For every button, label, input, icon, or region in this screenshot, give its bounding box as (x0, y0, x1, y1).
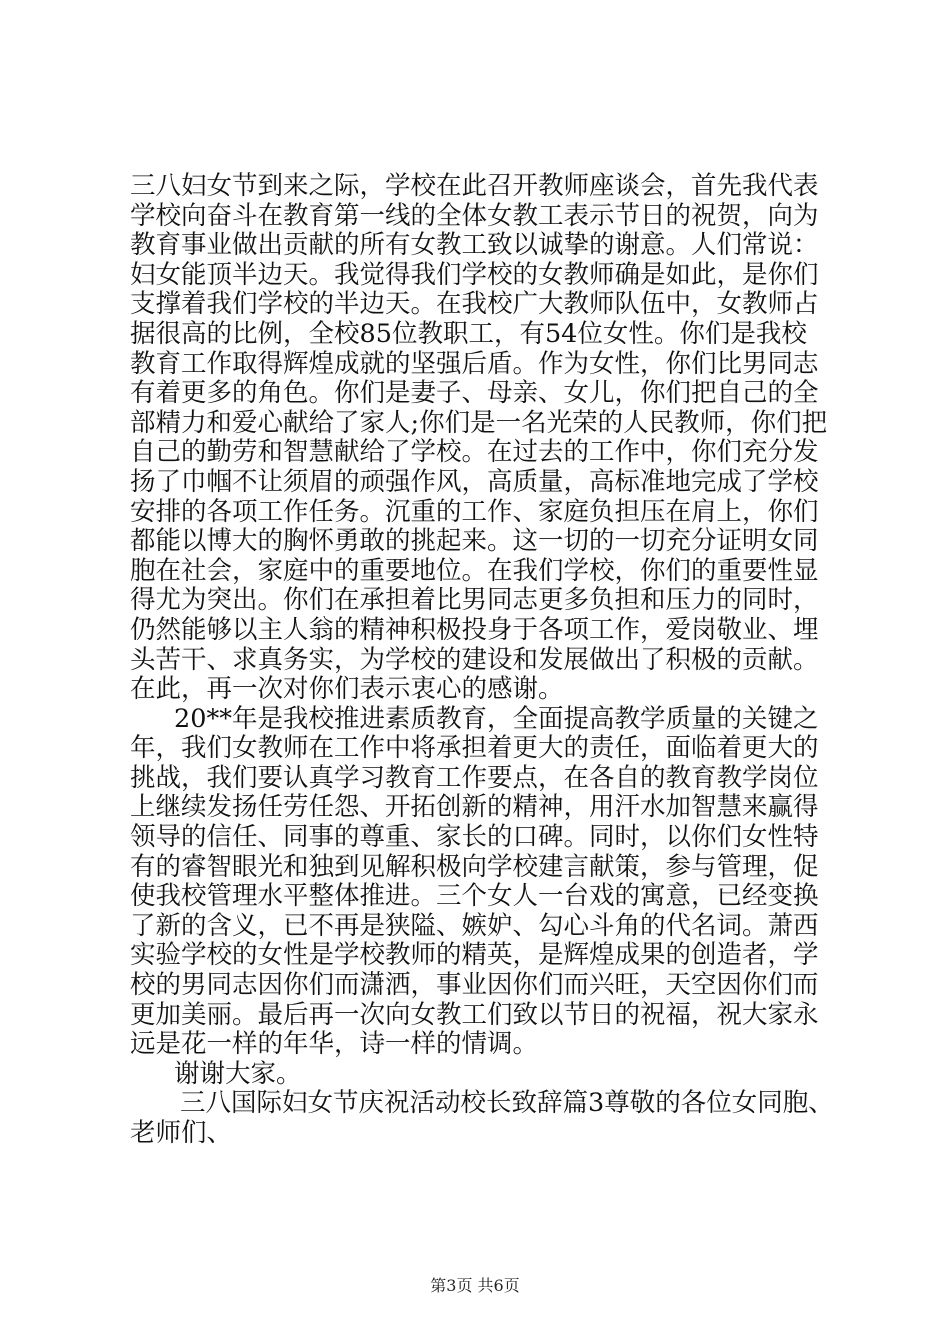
text-line: 教育工作取得辉煌成就的坚强后盾。作为女性，你们比男同志 (130, 348, 819, 379)
text-line: 支撑着我们学校的半边天。在我校广大教师队伍中，女教师占 (130, 289, 819, 320)
text-line: 头苦干、求真务实，为学校的建设和发展做出了积极的贡献。 (130, 644, 819, 675)
closing-thanks-line: 谢谢大家。 (174, 1058, 302, 1089)
text-line: 教育事业做出贡献的所有女教工致以诚挚的谢意。人们常说： (130, 230, 819, 261)
text-line: 三八妇女节到来之际，学校在此召开教师座谈会，首先我代表 (130, 171, 819, 201)
text-line: 实验学校的女性是学校教师的精英，是辉煌成果的创造者，学 (130, 940, 819, 971)
text-line: 都能以博大的胸怀勇敢的挑起来。这一切的一切充分证明女同 (130, 526, 819, 557)
text-line: 有着更多的角色。你们是妻子、母亲、女儿，你们把自己的全 (130, 378, 819, 409)
page-number-label: 第3页 共6页 (430, 1276, 520, 1295)
text-line: 在此，再一次对你们表示衷心的感谢。 (130, 674, 564, 705)
paragraph-start-line: 20**年是我校推进素质教育，全面提高教学质量的关键之 (174, 703, 819, 734)
text-line: 据很高的比例，全校85位教职工，有54位女性。你们是我校 (130, 318, 807, 349)
text-line: 有的睿智眼光和独到见解积极向学校建言献策，参与管理，促 (130, 851, 819, 882)
text-line: 自己的勤劳和智慧献给了学校。在过去的工作中，你们充分发 (130, 437, 819, 468)
text-line: 校的男同志因你们而潇洒，事业因你们而兴旺，天空因你们而 (130, 970, 819, 1001)
text-line: 胞在社会，家庭中的重要地位。在我们学校，你们的重要性显 (130, 555, 819, 586)
text-line: 妇女能顶半边天。我觉得我们学校的女教师确是如此，是你们 (130, 259, 819, 290)
text-line: 上继续发扬任劳任怨、开拓创新的精神，用汗水加智慧来赢得 (130, 792, 819, 823)
text-line: 了新的含义，已不再是狭隘、嫉妒、勾心斗角的代名词。萧西 (130, 910, 819, 941)
text-line: 得尤为突出。你们在承担着比男同志更多负担和压力的同时， (130, 585, 819, 616)
text-line: 仍然能够以主人翁的精神积极投身于各项工作，爱岗敬业、埋 (130, 614, 819, 645)
text-line: 挑战，我们要认真学习教育工作要点，在各自的教育教学岗位 (130, 762, 819, 793)
document-body (130, 171, 834, 1149)
text-line: 部精力和爱心献给了家人;你们是一名光荣的人民教师，你们把 (130, 407, 828, 438)
text-line: 领导的信任、同事的尊重、家长的口碑。同时，以你们女性特 (130, 822, 819, 853)
text-line: 更加美丽。最后再一次向女教工们致以节日的祝福，祝大家永 (130, 999, 819, 1030)
text-line: 老师们、 (130, 1118, 233, 1148)
text-line: 远是花一样的年华，诗一样的情调。 (130, 1029, 539, 1060)
text-line: 使我校管理水平整体推进。三个女人一台戏的寓意，已经变换 (130, 881, 819, 912)
text-line: 扬了巾帼不让须眉的顽强作风，高质量，高标准地完成了学校 (130, 466, 819, 497)
section-heading-line: 三八国际妇女节庆祝活动校长致辞篇3尊敬的各位女同胞、 (180, 1088, 834, 1119)
text-line: 学校向奋斗在教育第一线的全体女教工表示节日的祝贺，向为 (130, 200, 819, 231)
text-line: 年，我们女教师在工作中将承担着更大的责任，面临着更大的 (130, 733, 819, 764)
page-footer (0, 1276, 950, 1296)
text-line: 安排的各项工作任务。沉重的工作、家庭负担压在肩上，你们 (130, 496, 819, 527)
